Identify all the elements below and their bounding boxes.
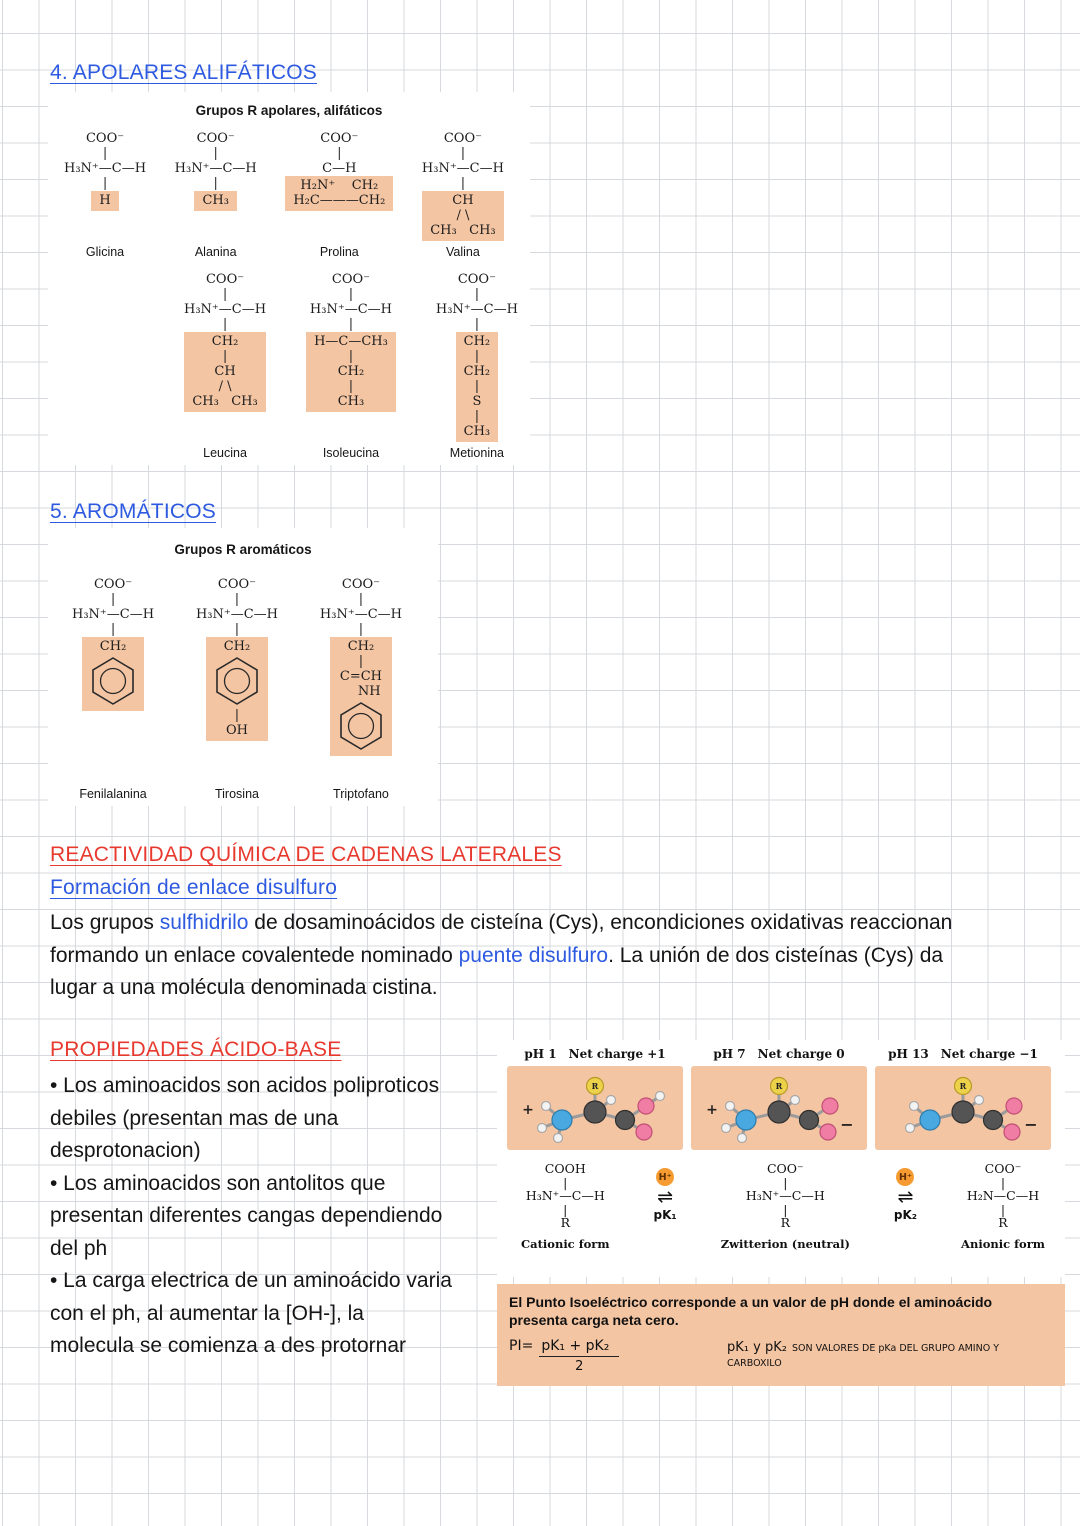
paragraph-text: de dosaminoácidos de cisteína (Cys), encondiciones oxidativas reaccionan formando un enlace covalentede nominado: [50, 911, 953, 967]
cationic-form: [521, 1162, 610, 1251]
amino-acid-name: Fenilalanina: [79, 787, 147, 801]
formula-line: |: [1000, 1201, 1006, 1217]
formula-line: COO⁻: [341, 577, 380, 592]
formula-line: H₃N⁺—C—H: [319, 607, 402, 622]
formula-line: COO⁻: [457, 272, 496, 287]
formula-line: |: [358, 622, 364, 637]
aliphatic-row-2: [48, 272, 530, 460]
pi-formula: [509, 1338, 727, 1374]
formula-line: |: [474, 287, 480, 302]
formula-line: C—H: [322, 161, 357, 176]
formula-line: COO⁻: [196, 131, 235, 146]
svg-text:R: R: [591, 1081, 599, 1091]
formula-line: CH: [452, 193, 474, 208]
formula-line: CH₂: [211, 334, 239, 349]
chem-term-highlight: puente disulfuro: [458, 943, 609, 967]
formula-line: NH: [341, 684, 381, 699]
formula-line: C=CH: [339, 669, 382, 684]
formula-line: |: [110, 622, 116, 637]
ionization-equilibrium: [497, 1150, 1065, 1251]
aliphatic-figure-title: Grupos R apolares, alifáticos: [195, 103, 383, 118]
formula-line: / \: [456, 208, 470, 223]
isoelectric-formula-row: [509, 1338, 1053, 1374]
formula-line: S: [472, 394, 482, 409]
formula-line: OH: [225, 723, 248, 738]
chem-term-highlight: sulfhidrilo: [159, 911, 249, 934]
anionic-form-label: Anionic form: [961, 1236, 1045, 1251]
zwitterion-formula: [721, 1162, 850, 1230]
benzene-ring-icon: [214, 656, 260, 706]
amino-acid-tirosina: [196, 577, 278, 801]
pi-label: PI=: [509, 1338, 534, 1354]
fraction-denominator: 2: [575, 1359, 584, 1374]
formula-line: |: [222, 349, 228, 364]
ph-panel-header: [875, 1047, 1051, 1061]
formula-line: H₃N⁺—C—H: [435, 302, 518, 317]
formula-line: |: [213, 176, 218, 191]
amino-acid-name: Tirosina: [214, 787, 259, 801]
formula-line: |: [234, 622, 240, 637]
formula-line: |: [474, 409, 480, 424]
net-charge-label: Net charge 0: [757, 1047, 845, 1061]
formula-line: COO⁻: [984, 1161, 1022, 1176]
formula-line: R: [998, 1215, 1008, 1230]
formula-line: |: [460, 176, 466, 191]
bullet-ampholyte: • Los aminoacidos son antolitos que presentan diferentes cangas dependiendo del ph: [50, 1171, 443, 1260]
r-group-highlight: [456, 332, 499, 442]
r-group-highlight: [422, 191, 503, 241]
h-plus-badge: H⁺: [896, 1168, 914, 1186]
pk-note: [727, 1338, 1053, 1370]
heading-enlace-disulfuro: Formación de enlace disulfuro: [50, 876, 338, 899]
fraction-numerator: pK₁ + pK₂: [539, 1338, 619, 1357]
formula-line: |: [358, 592, 364, 607]
formula-line: COOH: [544, 1161, 586, 1176]
formula-line: H₃N⁺—C—H: [309, 302, 392, 317]
anionic-form: [961, 1162, 1045, 1251]
amino-acid-glicina: [64, 131, 146, 259]
figure-aliphatic-r-groups: [48, 92, 530, 465]
formula-line: |: [348, 317, 354, 332]
formula-line: COO⁻: [320, 131, 359, 146]
amino-acid-prolina: [285, 131, 393, 259]
amino-acid-triptofano: [320, 577, 402, 801]
formula-line: |: [102, 176, 108, 191]
formula-line: R: [780, 1215, 790, 1230]
aromatic-row: [48, 557, 438, 801]
structural-formula: [196, 577, 278, 741]
formula-line: CH₃ CH₃: [430, 223, 496, 238]
formula-line: |: [348, 379, 354, 394]
formula-line: |: [563, 1201, 568, 1217]
pk1-label: pK₁: [653, 1208, 677, 1222]
r-group-highlight: [306, 332, 396, 412]
bullet-electric-charge: • La carga electrica de un aminoácido varia con el ph, al aumentar la [OH-], la molecula se comienza a des protornar: [50, 1269, 452, 1357]
formula-line: H₃N⁺—C—H: [184, 302, 267, 317]
structural-formula: [306, 272, 396, 412]
formula-line: |: [102, 146, 108, 161]
figure-aromatic-r-groups: [48, 528, 438, 806]
formula-line: |: [563, 1174, 568, 1190]
anionic-formula: [961, 1162, 1045, 1230]
ph-value: pH 13: [888, 1047, 929, 1061]
formula-line: / \: [218, 379, 232, 394]
pk2-label: pK₂: [893, 1208, 918, 1222]
formula-line: |: [474, 317, 480, 332]
formula-line: H₂N⁺ CH₂: [300, 178, 379, 193]
amino-acid-name: Glicina: [85, 245, 125, 259]
formula-line: COO⁻: [205, 272, 245, 287]
svg-text:R: R: [775, 1081, 783, 1091]
formula-line: |: [474, 349, 480, 364]
formula-line: |: [222, 287, 228, 302]
section-heading-apolares: 4. APOLARES ALIFÁTICOS: [50, 61, 318, 84]
amino-acid-name: Triptofano: [333, 787, 389, 801]
structural-formula: [184, 272, 266, 412]
section-heading-aromaticos: 5. AROMÁTICOS: [50, 500, 216, 523]
formula-line: |: [234, 592, 240, 607]
pk-note-terms: pK₁ y pK₂: [727, 1340, 787, 1355]
cationic-form-label: Cationic form: [521, 1236, 610, 1251]
r-group-highlight: [91, 191, 118, 211]
amino-acid-isoleucina: [306, 272, 396, 460]
net-charge-label: Net charge −1: [940, 1047, 1038, 1061]
ph-panel-header: [507, 1047, 683, 1061]
formula-line: COO⁻: [217, 577, 257, 592]
formula-line: H₃N⁺—C—H: [72, 607, 155, 622]
formula-line: CH₂: [463, 334, 491, 349]
cationic-formula: [521, 1162, 610, 1230]
equilibrium-step-1: [654, 1168, 677, 1222]
amino-acid-metionina: [436, 272, 518, 460]
formula-line: CH₂: [223, 639, 251, 654]
heading-reactividad: REACTIVIDAD QUÍMICA DE CADENAS LATERALES: [50, 843, 562, 866]
formula-line: CH₃ CH₃: [192, 394, 258, 409]
structural-formula: [72, 577, 154, 711]
ph-value: pH 7: [713, 1047, 746, 1061]
ph-panel-acidic: [507, 1047, 683, 1150]
formula-line: H₂C———CH₂: [293, 193, 386, 208]
paragraph-text: Los grupos: [50, 911, 160, 934]
amino-acid-name: Valina: [446, 245, 480, 259]
formula-line: |: [348, 287, 354, 302]
amino-acid-name: Metionina: [449, 446, 504, 460]
formula-line: |: [460, 146, 466, 161]
formula-line: |: [213, 146, 218, 161]
formula-line: CH₃: [337, 394, 365, 409]
molecule-panel: [875, 1066, 1051, 1150]
ph-panel-basic: [875, 1047, 1051, 1150]
r-group-highlight: [194, 191, 237, 211]
svg-text:+: +: [706, 1102, 718, 1118]
molecule-model-anion: [884, 1068, 1042, 1148]
formula-line: H₃N⁺—C—H: [745, 1188, 825, 1203]
r-group-highlight: [82, 637, 144, 711]
formula-line: CH₂: [463, 364, 491, 379]
ph-panel-header: [691, 1047, 867, 1061]
formula-line: CH₂: [337, 364, 365, 379]
formula-line: CH₃: [202, 193, 229, 208]
formula-line: |: [474, 379, 480, 394]
formula-line: |: [234, 708, 240, 723]
disulfide-paragraph: [50, 907, 955, 1005]
formula-line: |: [358, 654, 364, 669]
amino-acid-fenilalanina: [72, 577, 154, 801]
formula-line: COO⁻: [85, 131, 125, 146]
benzene-ring-icon: [90, 656, 136, 706]
svg-text:R: R: [959, 1081, 967, 1091]
formula-line: H—C—CH₃: [314, 334, 388, 349]
amino-acid-name: Leucina: [203, 446, 247, 460]
ph-panel-neutral: [691, 1047, 867, 1150]
formula-line: COO⁻: [93, 577, 133, 592]
equilibrium-harpoon-icon: ⇌: [657, 1186, 674, 1208]
net-charge-label: Net charge +1: [568, 1047, 666, 1061]
molecule-model-cation: [516, 1068, 674, 1148]
r-group-highlight: [184, 332, 265, 412]
amino-acid-valina: [422, 131, 504, 259]
isoelectric-statement: El Punto Isoeléctrico corresponde a un valor de pH donde el aminoácido presenta carga neta cero.: [509, 1294, 993, 1328]
molecule-panel: [691, 1066, 867, 1150]
formula-line: |: [337, 146, 342, 161]
r-group-highlight: [330, 637, 392, 756]
formula-line: |: [783, 1201, 788, 1217]
formula-line: H₃N⁺—C—H: [174, 161, 257, 176]
r-group-highlight: [285, 176, 393, 211]
aliphatic-row-1: [48, 118, 530, 259]
ph-value: pH 1: [524, 1047, 557, 1061]
heading-propiedades-acido-base: PROPIEDADES ÁCIDO-BASE: [50, 1038, 342, 1061]
ph-panels: [497, 1040, 1065, 1150]
structural-formula: [436, 272, 518, 442]
formula-line: H₃N⁺—C—H: [525, 1188, 605, 1203]
amino-acid-name: Prolina: [319, 245, 359, 259]
structural-formula: [175, 131, 257, 211]
svg-text:−: −: [840, 1115, 854, 1134]
formula-line: |: [222, 317, 228, 332]
formula-line: CH: [214, 364, 236, 379]
formula-line: |: [783, 1174, 788, 1190]
amino-acid-name: Alanina: [194, 245, 237, 259]
acid-base-notes: [50, 1070, 452, 1363]
structural-formula: [320, 577, 402, 756]
svg-text:−: −: [1024, 1115, 1038, 1134]
equilibrium-harpoon-icon: ⇌: [897, 1186, 914, 1208]
formula-line: H₃N⁺—C—H: [421, 161, 504, 176]
h-plus-badge: H⁺: [656, 1168, 674, 1186]
zwitterion-form: [721, 1162, 850, 1251]
formula-line: H₂N—C—H: [966, 1188, 1040, 1203]
pi-fraction: [539, 1338, 619, 1374]
paragraph-text: . La unión de dos cisteínas (Cys) da lugar a una molécula denominada cistina.: [50, 943, 944, 999]
molecule-model-zwitterion: [700, 1068, 858, 1148]
bullet-polyprotic: • Los aminoacidos son acidos poliproticos debiles (presentan mas de una desprotonacion): [50, 1074, 440, 1162]
formula-line: COO⁻: [331, 272, 371, 287]
structural-formula: [285, 131, 393, 211]
r-group-highlight: [206, 637, 268, 741]
svg-text:+: +: [522, 1102, 534, 1118]
molecule-panel: [507, 1066, 683, 1150]
formula-line: COO⁻: [766, 1161, 804, 1176]
formula-line: |: [348, 349, 354, 364]
formula-line: H: [99, 193, 111, 208]
equilibrium-step-2: [894, 1168, 917, 1222]
formula-line: CH₂: [347, 639, 375, 654]
amino-acid-name: Isoleucina: [322, 446, 380, 460]
formula-line: H₃N⁺—C—H: [195, 607, 279, 622]
amino-acid-leucina: [184, 272, 266, 460]
pk-note-description: SON VALORES DE pKa DEL GRUPO AMINO Y CARBOXILO: [727, 1343, 999, 1369]
structural-formula: [64, 131, 146, 211]
formula-line: R: [560, 1215, 570, 1230]
isoelectric-point-callout: [497, 1284, 1065, 1386]
formula-line: |: [1000, 1174, 1006, 1190]
structural-formula: [422, 131, 504, 241]
aromatic-figure-title: Grupos R aromáticos: [174, 542, 312, 557]
formula-line: CH₃: [463, 424, 491, 439]
benzene-ring-icon: [338, 701, 384, 751]
formula-line: CH₂: [99, 639, 127, 654]
formula-line: H₃N⁺—C—H: [64, 161, 147, 176]
formula-line: |: [110, 592, 116, 607]
figure-ph-ionization: [497, 1040, 1065, 1277]
zwitterion-form-label: Zwitterion (neutral): [720, 1236, 850, 1251]
formula-line: COO⁻: [443, 131, 482, 146]
amino-acid-alanina: [175, 131, 257, 259]
